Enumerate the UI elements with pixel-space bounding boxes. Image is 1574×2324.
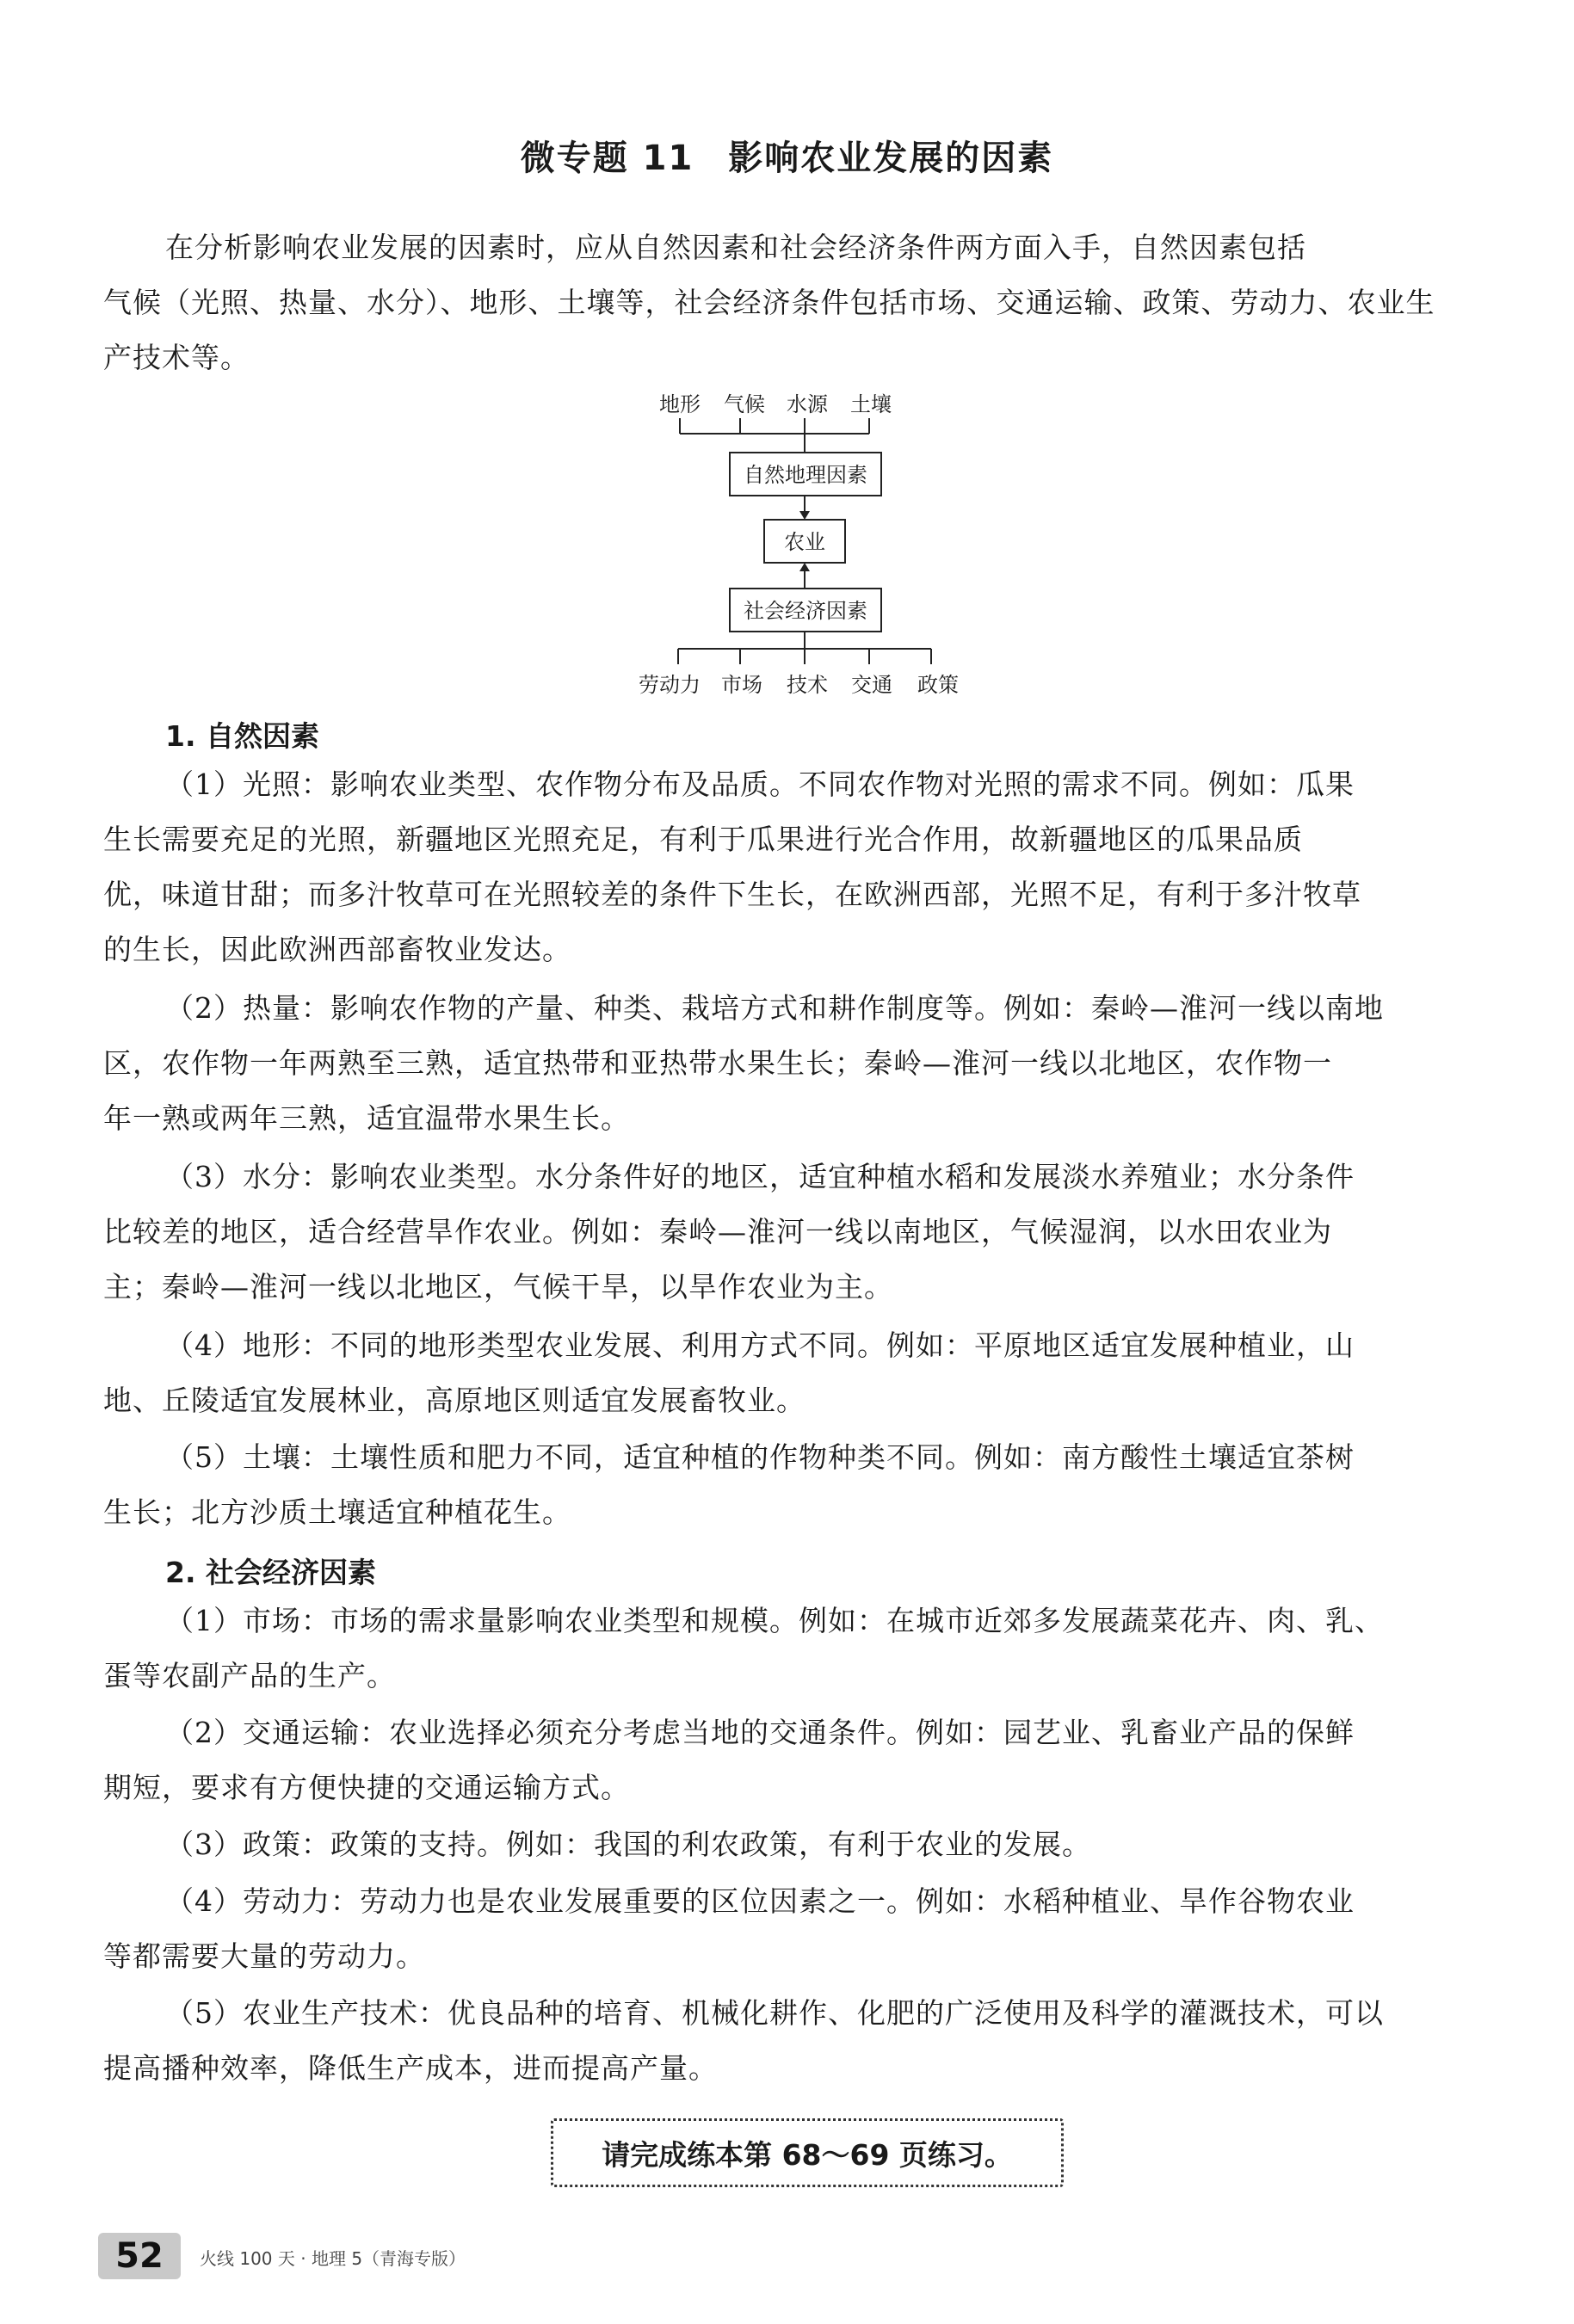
text-line: [103, 981, 1497, 1036]
text-line: 地、丘陵适宜发展林业，高原地区则适宜发展畜牧业。: [103, 1384, 806, 1417]
line-text: （5）土壤：土壤性质和肥力不同，适宜种植的作物种类不同。例如：南方酸性土壤适宜茶树: [165, 1440, 1355, 1474]
page-title: [0, 131, 1574, 182]
topic-title: 影响农业发展的因素: [728, 139, 1054, 178]
agriculture-label: 农业: [784, 530, 825, 554]
natural-box-label: 自然地理因素: [744, 463, 867, 487]
text-line: 生长需要充足的光照，新疆地区光照充足，有利于瓜果进行光合作用，故新疆地区的瓜果品质: [103, 823, 1303, 856]
line-text: （3）水分：影响农业类型。水分条件好的地区，适宜种植水稻和发展淡水养殖业；水分条件: [165, 1160, 1355, 1193]
line-text: （2）交通运输：农业选择必须充分考虑当地的交通条件。例如：园艺业、乳畜业产品的保鲜: [165, 1716, 1355, 1749]
social-item: 劳动力: [639, 673, 701, 697]
text-line: [103, 1318, 1497, 1373]
social-item: 技术: [787, 673, 828, 697]
line-text: （3）政策：政策的支持。例如：我国的利农政策，有利于农业的发展。: [165, 1828, 1091, 1861]
intro-line: 产技术等。: [103, 341, 250, 374]
paragraph-soil: [103, 1430, 1497, 1540]
text-line: [103, 1150, 1497, 1205]
social-box-label: 社会经济因素: [744, 599, 867, 623]
paragraph-terrain: [103, 1318, 1497, 1428]
text-line: 区，农作物一年两熟至三熟，适宜热带和亚热带水果生长；秦岭—淮河一线以北地区，农作物一: [103, 1046, 1332, 1080]
line-text: （1）光照：影响农业类型、农作物分布及品质。不同农作物对光照的需求不同。例如：瓜果: [165, 767, 1355, 801]
book-title: 火线 100 天 · 地理 5（青海专版）: [200, 2248, 466, 2269]
natural-item: 水源: [787, 392, 828, 416]
text-line: [103, 1986, 1497, 2041]
arrow-down-icon: [799, 511, 810, 520]
arrow-up-icon: [799, 563, 810, 571]
text-line: 主；秦岭—淮河一线以北地区，气候干旱，以旱作农业为主。: [103, 1270, 893, 1304]
intro-line: [103, 220, 1497, 275]
text-line: 等都需要大量的劳动力。: [103, 1939, 425, 1973]
text-line: 年一熟或两年三熟，适宜温带水果生长。: [103, 1101, 630, 1135]
social-item: 交通: [851, 673, 892, 697]
factors-diagram: [620, 385, 990, 704]
text-line: 蛋等农副产品的生产。: [103, 1659, 396, 1692]
text-line: 的生长，因此欧洲西部畜牧业发达。: [103, 933, 571, 966]
text-line: 比较差的地区，适合经营旱作农业。例如：秦岭—淮河一线以南地区，气候湿润，以水田农业为: [103, 1215, 1332, 1248]
paragraph-transport: [103, 1705, 1497, 1815]
text-line: [103, 1817, 1497, 1872]
line-text: （4）劳动力：劳动力也是农业发展重要的区位因素之一。例如：水稻种植业、旱作谷物农业: [165, 1884, 1355, 1918]
intro-line: 气候（光照、热量、水分）、地形、土壤等，社会经济条件包括市场、交通运输、政策、劳动力、农业生: [103, 286, 1435, 319]
page-number: 52: [98, 2233, 181, 2279]
topic-number: 微专题 11: [520, 139, 694, 178]
natural-item: 土壤: [850, 392, 892, 416]
paragraph-light: [103, 757, 1497, 977]
section-heading: 2. 社会经济因素: [165, 1556, 376, 1589]
line-text: （1）市场：市场的需求量影响农业类型和规模。例如：在城市近郊多发展蔬菜花卉、肉、乳、: [165, 1604, 1384, 1637]
natural-item: 地形: [659, 392, 701, 416]
paragraph-market: [103, 1594, 1497, 1704]
text-line: 期短，要求有方便快捷的交通运输方式。: [103, 1771, 630, 1804]
social-item: 市场: [721, 673, 762, 697]
social-item: 政策: [917, 673, 959, 697]
text-line: 优，味道甘甜；而多汁牧草可在光照较差的条件下生长，在欧洲西部，光照不足，有利于多汁牧草: [103, 878, 1361, 911]
paragraph-water: [103, 1150, 1497, 1315]
line-text: （5）农业生产技术：优良品种的培育、机械化耕作、化肥的广泛使用及科学的灌溉技术，可以: [165, 1996, 1384, 2030]
paragraph-labor: [103, 1874, 1497, 1984]
paragraph-policy: [103, 1817, 1497, 1872]
text-line: [103, 757, 1497, 812]
text-line: 生长；北方沙质土壤适宜种植花生。: [103, 1495, 571, 1529]
paragraph-heat: [103, 981, 1497, 1146]
text-line: [103, 1705, 1497, 1760]
paragraph-technology: [103, 1986, 1497, 2096]
text-line: [103, 1594, 1497, 1649]
natural-item: 气候: [724, 392, 765, 416]
text-line: [103, 1430, 1497, 1485]
line-text: （4）地形：不同的地形类型农业发展、利用方式不同。例如：平原地区适宜发展种植业，山: [165, 1328, 1355, 1362]
text-line: [103, 1874, 1497, 1929]
text-line: 提高播种效率，降低生产成本，进而提高产量。: [103, 2051, 718, 2085]
intro-paragraph: [103, 220, 1497, 385]
exercise-note: 请完成练本第 68～69 页练习。: [551, 2118, 1064, 2187]
line-text: （2）热量：影响农作物的产量、种类、栽培方式和耕作制度等。例如：秦岭—淮河一线以南地: [165, 991, 1384, 1025]
intro-line-text: 在分析影响农业发展的因素时，应从自然因素和社会经济条件两方面入手，自然因素包括: [165, 231, 1306, 264]
section-heading: 1. 自然因素: [165, 719, 319, 753]
